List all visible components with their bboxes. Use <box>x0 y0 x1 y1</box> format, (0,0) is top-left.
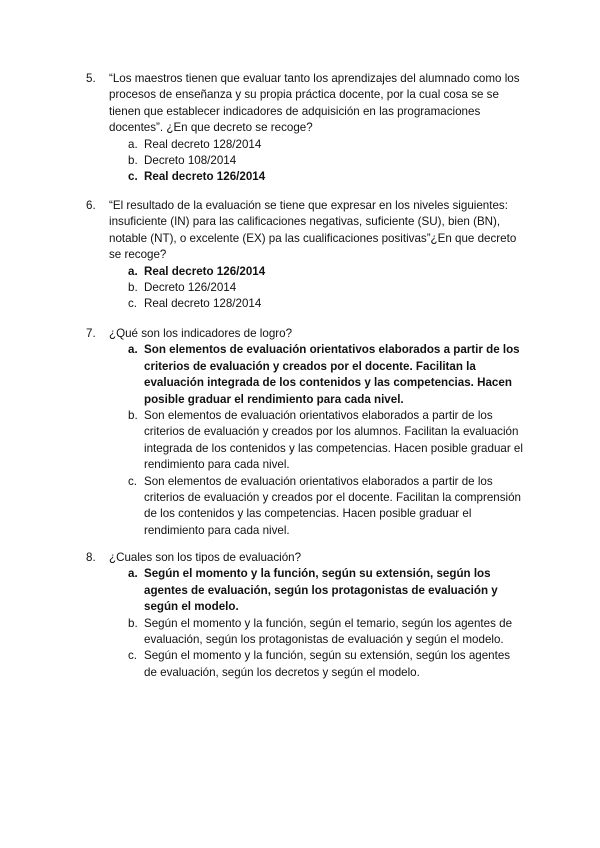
option-text: Real decreto 128/2014 <box>144 137 262 151</box>
option-letter: c. <box>128 297 138 311</box>
question-8 <box>86 550 526 681</box>
question-6 <box>86 198 526 313</box>
question-text: “Los maestros tienen que evaluar tanto los aprendizajes del alumnado como los procesos de enseñanza y su propia práctica docente, por la cual cosa se se tienen que establecer indicadores de adquisición en las programaciones docentes”. ¿En que decreto se recoge? <box>109 72 520 135</box>
question-5 <box>86 71 526 186</box>
option-text: Son elementos de evaluación orientativos elaborados a partir de los criterios de evaluación y creados por los alumnos. Facilitan la evaluación integrada de los contenidos y las competencias. Hacen posible graduar el rendimiento para cada nivel. <box>144 409 523 472</box>
question-text: ¿Cuales son los tipos de evaluación? <box>109 551 302 564</box>
option-letter: c. <box>128 649 138 663</box>
option-text: Son elementos de evaluación orientativos elaborados a partir de los criterios de evaluación y creados por el docente. Facilitan la evaluación integrada de los contenidos y las competencias. Hacen posible graduar el rendimiento para cada nivel. <box>144 343 520 406</box>
option-text: Según el momento y la función, según el temario, según los agentes de evaluación, según los protagonistas de evaluación y según el modelo. <box>144 616 513 647</box>
option-text: Decreto 126/2014 <box>144 281 237 295</box>
option-letter: b. <box>128 281 138 295</box>
answer-options <box>86 566 526 681</box>
option-letter: b. <box>128 616 138 630</box>
option-text: Según el momento y la función, según su extensión, según los agentes de evaluación, según los protagonistas de evaluación y según el modelo. <box>144 567 498 614</box>
option-letter: b. <box>128 409 138 423</box>
answer-option-a-correct <box>128 566 526 615</box>
question-number: 7. <box>86 327 96 340</box>
option-text: Según el momento y la función, según su extensión, según los agentes de evaluación, según los decretos y según el modelo. <box>144 649 511 679</box>
option-text: Real decreto 126/2014 <box>144 264 266 278</box>
option-letter: a. <box>128 343 138 357</box>
option-letter: c. <box>128 170 138 184</box>
answer-option-b <box>128 153 526 169</box>
answer-options <box>86 264 526 313</box>
answer-option-a <box>128 137 526 153</box>
answer-option-c <box>128 474 526 540</box>
answer-option-a-correct <box>128 342 526 408</box>
question-number: 8. <box>86 551 96 564</box>
question-number: 6. <box>86 199 96 212</box>
option-text: Real decreto 126/2014 <box>144 170 266 184</box>
answer-option-a-correct <box>128 264 526 280</box>
question-text: ¿Qué son los indicadores de logro? <box>109 327 293 340</box>
option-letter: c. <box>128 474 138 488</box>
answer-option-b <box>128 280 526 296</box>
answer-option-c-correct <box>128 169 526 185</box>
option-text: Real decreto 128/2014 <box>144 297 262 311</box>
answer-option-b <box>128 408 526 474</box>
answer-option-c <box>128 648 526 681</box>
answer-option-c <box>128 296 526 312</box>
option-text: Decreto 108/2014 <box>144 154 237 168</box>
answer-options <box>86 342 526 539</box>
question-text: “El resultado de la evaluación se tiene que expresar en los niveles siguientes: insuficiente (IN) para las calificaciones negativas, suficiente (SU), bien (BN), notable (NT), o excelente (EX) pa las cualificaciones positivas”¿En que decreto se recoge? <box>109 199 517 262</box>
option-letter: a. <box>128 567 138 581</box>
question-number: 5. <box>86 72 96 85</box>
option-text: Son elementos de evaluación orientativos elaborados a partir de los criterios de evaluación y creados por el docente. Facilitan la comprensión de los contenidos y las competencias. Hacen posible graduar el rendimiento para cada nivel. <box>144 474 521 537</box>
option-letter: a. <box>128 264 138 278</box>
option-letter: a. <box>128 137 138 151</box>
option-letter: b. <box>128 154 138 168</box>
question-7 <box>86 326 526 539</box>
answer-options <box>86 137 526 186</box>
answer-option-b <box>128 616 526 649</box>
